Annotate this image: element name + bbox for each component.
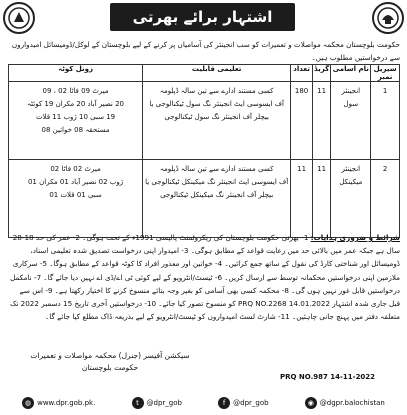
page-title: اشتہار برائے بھرتی [110,3,295,31]
grade-cell: 11 [312,82,330,160]
table-header-row [9,65,400,82]
footer-instagram[interactable] [305,397,385,409]
column-header: تعداد [291,65,313,82]
qualification-line: بیچلر آف انجینئر نگ سول ٹیکنالوجی [164,113,269,121]
quota-cell [9,82,143,160]
facebook-icon: f [218,397,230,409]
post-cell: انجینئر سول [331,82,371,160]
signatory-department: حکومت بلوچستان [81,363,139,372]
intro-paragraph: حکومت بلوچستان محکمہ مواصلات و تعمیرات کو سب انجینئر کی آسامیاں پر کرنے کے لیے بلوچستان کے لوکل/ڈومیسائل امیدواروں سے درخواستیں مطلوب ہیں۔ [11,40,400,62]
grade-cell: 11 [312,160,330,238]
conditions-section [8,231,400,349]
vacancies-table [8,64,400,238]
footer-instagram-text: @dgpr.balochistan [319,399,385,407]
globe-icon: ◍ [22,397,34,409]
table-row [9,82,400,160]
serial-cell: 1 [371,82,400,160]
prq-number: PRQ NO.987 14-11-2022 [280,373,376,381]
column-header: سیریل نمبر [371,65,400,82]
emblem-left-icon [3,2,35,34]
column-header: زونل کوٹہ [9,65,143,82]
conditions-text: 1- بھرتی حکومت بلوچستان کی ریکروٹمنٹ پالیسی 1991ء کے تحت ہوگی۔ 2- عمر کی حد 18-28 سال ہے جبکہ عمر میں بالائی حد میں رعایت قواعد کے مطابق ہوگی۔ 3- امیدوار اپنی درخواست تصدیق شدہ تعلیمی اسناد، ڈومیسائل اور شناختی کارڈ کی نقول کے ساتھ جمع کرائیں۔ 4- خواتین اور معذور افراد کا کوٹہ قواعد کے مطابق ہوگا۔ 5- سرکاری ملازمین اپنی درخواستیں محکمانہ توسط سے ارسال کریں۔ 6- ٹیسٹ/انٹرویو کے لیے کوئی ٹی اے/ڈی اے نہیں دیا جائے گا۔ 7- نامکمل درخواستیں قابل غور نہیں ہوں گی۔ 8- محکمہ کسی بھی آسامی کو بغیر وجہ بتائے منسوخ کرنے کا اختیار رکھتا ہے۔ 9- اس سے قبل جاری شدہ اشتہار PRQ NO.2268 14.01.2022 کو منسوخ تصور کیا جائے۔ 10- درخواستیں آخری تاریخ 15 دسمبر 2022 تک متعلقہ دفتر میں پہنچ جانی چاہئیں۔ 11- شارٹ لسٹ امیدواروں کو ٹیسٹ/انٹرویو کے لیے بذریعہ ڈاک مطلع کیا جائے گا۔ [9,233,400,322]
count-cell: 180 [291,82,313,160]
footer-facebook-text: @dpr_gob [233,399,269,407]
quota-line: ژوب 02 نصیر آباد 01 مکران 01 [27,178,124,186]
footer-bar [0,391,407,415]
qualification-line: بیچلر آف انجینئر نگ میکینکل ٹیکنالوجی [160,191,274,199]
page-header [0,0,407,36]
serial-cell: 2 [371,160,400,238]
quota-line: میرٹ 09 فاٹا 02 ، 09 [42,87,109,95]
footer-twitter-text: @dpr_gob [146,399,182,407]
footer-website[interactable] [22,397,95,409]
quota-line: مستحقہ 08 خواتین 08 [41,126,110,134]
quota-line: 20 نصیر آباد 20 مکران 19 کوئٹہ [27,100,125,108]
qualification-cell [143,82,291,160]
instagram-icon: ◉ [305,397,317,409]
qualification-line: آف ایسوسی ایٹ انجینئر نگ میکینکل ٹیکنالوجی یا [145,178,289,186]
signatory-title: سیکشن آفیسر (جنرل) محکمہ مواصلات و تعمیرات [30,351,190,360]
quota-line: میرٹ 02 فاٹا 02 [50,165,101,173]
post-cell: انجینئر میکینکل [331,160,371,238]
table-row [9,160,400,238]
column-header: گریڈ [312,65,330,82]
signature-block [20,350,200,386]
emblem-right-icon [372,2,404,34]
count-cell: 11 [291,160,313,238]
twitter-icon: t [132,397,144,409]
footer-twitter[interactable] [132,397,182,409]
conditions-heading: شرائط و ضروری ہدایات: [310,233,400,242]
qualification-line: آف ایسوسی ایٹ انجینئر نگ سول ٹیکنالوجی یا [149,100,284,108]
quota-cell [9,160,143,238]
quota-line: سبی 01 قلات 01 [49,191,102,199]
qualification-line: کسی مستند ادارے سے تین سالہ ڈپلومہ [159,87,274,95]
footer-facebook[interactable] [218,397,268,409]
footer-website-text: www.dpr.gob.pk. [37,399,96,407]
column-header: نام آسامی [331,65,371,82]
qualification-line: کسی مستند ادارے سے تین سالہ ڈپلومہ [159,165,274,173]
column-header: تعلیمی قابلیت [143,65,291,82]
quota-line: 19 سبی 10 ژوب 11 قلات [35,113,116,121]
qualification-cell [143,160,291,238]
